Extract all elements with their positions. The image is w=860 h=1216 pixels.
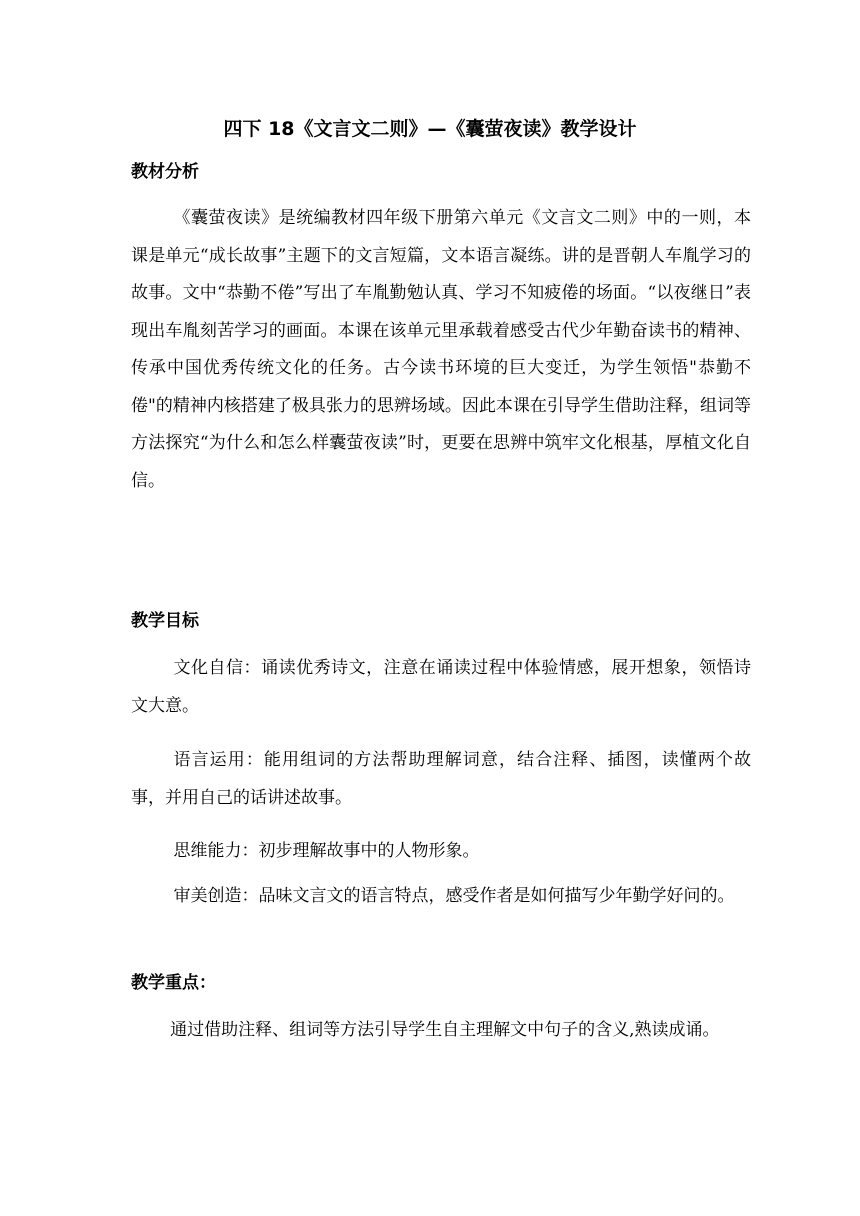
section-heading-analysis: 教材分析 <box>131 162 199 182</box>
analysis-paragraph: 《囊萤夜读》是统编教材四年级下册第六单元《文言文二则》中的一则，本课是单元“成长故事”主题下的文言短篇，文本语言凝练。讲的是晋朝人车胤学习的故事。文中“恭勤不倦”写出了车胤勤勉认真、学习不知疲倦的场面。“以夜继日”表现出车胤刻苦学习的画面。本课在该单元里承载着感受古代少年勤奋读书的精神、传承中国优秀传统文化的任务。古今读书环境的巨大变迁，为学生领悟"恭勤不倦"的精神内核搭建了极具张力的思辨场域。因此本课在引导学生借助注释，组词等方法探究“为什么和怎么样囊萤夜读”时，更要在思辨中筑牢文化根基，厚植文化自信。 <box>131 208 751 491</box>
goal-item-thinking: 思维能力：初步理解故事中的人物形象。 <box>173 841 480 861</box>
section-heading-key-points: 教学重点： <box>131 973 216 993</box>
key-points-paragraph: 通过借助注释、组词等方法引导学生自主理解文中句子的含义,熟读成诵。 <box>170 1020 720 1040</box>
goal-item-culture: 文化自信：诵读优秀诗文，注意在诵读过程中体验情感，展开想象，领悟诗文大意。 <box>131 658 751 716</box>
section-heading-goals: 教学目标 <box>131 611 199 631</box>
goal-item-aesthetics: 审美创造：品味文言文的语言特点，感受作者是如何描写少年勤学好问的。 <box>173 886 735 906</box>
goal-item-language: 语言运用：能用组词的方法帮助理解词意，结合注释、插图，读懂两个故事，并用自己的话讲述故事。 <box>131 750 751 808</box>
document-title: 四下 18《文言文二则》—《囊萤夜读》教学设计 <box>223 118 637 140</box>
